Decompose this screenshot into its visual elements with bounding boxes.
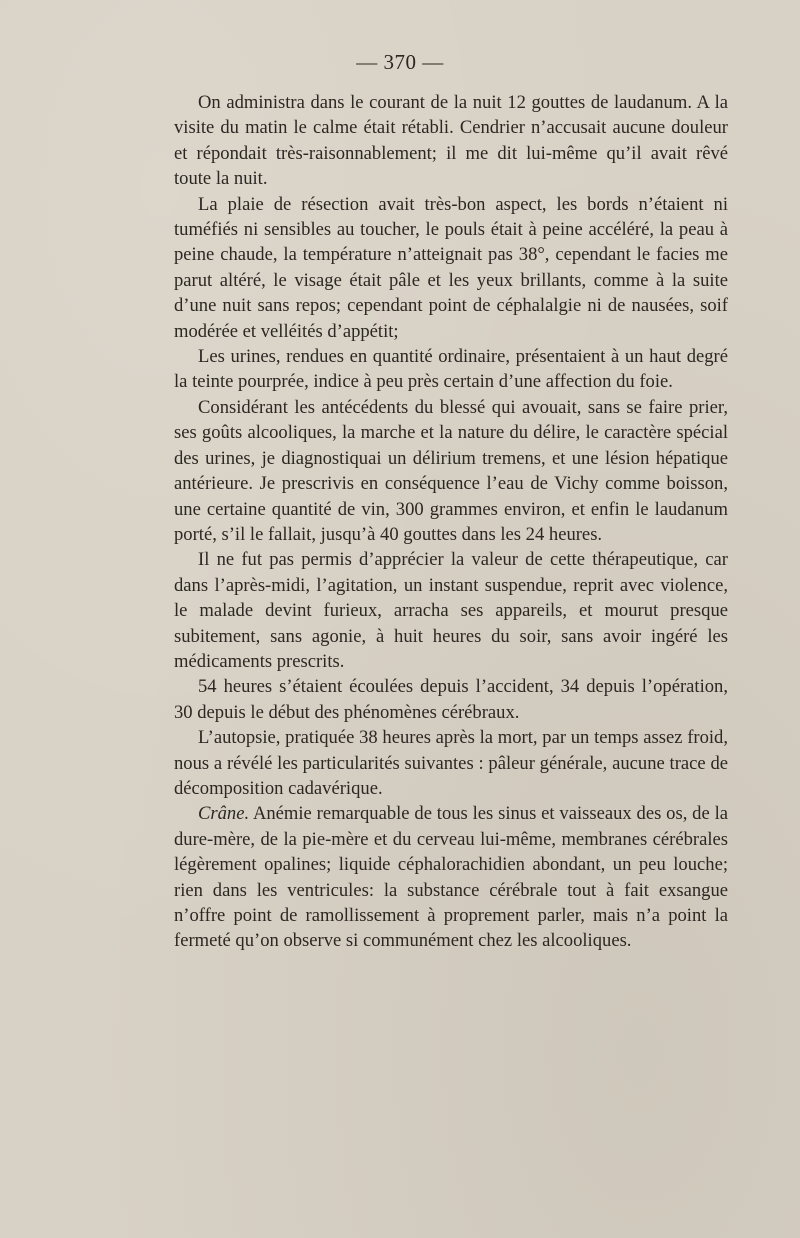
- paragraph-autopsie: L’autopsie, pratiquée 38 heures après la mort, par un temps assez froid, nous a révélé les particularités suivantes : pâleur générale, aucune trace de décomposition cadavérique.: [174, 727, 728, 799]
- crane-heading: Crâne.: [198, 803, 250, 825]
- crane-text: Anémie remarquable de tous les sinus et vaisseaux des os, de la dure-mère, de la pie-mère et du cerveau lui-même, membranes cérébrales légèrement opalines; liquide céphalorachidien abondant, un peu louche; rien dans les ventricules: la substance cérébrale tout à fait exsangue n’offre point de ramollissement à proprement parler, mais n’a point la fermeté qu’on observe si communément chez les alcooliques.: [174, 803, 728, 952]
- body-text: [174, 90, 728, 954]
- paragraph-laudanum: On administra dans le courant de la nuit 12 gouttes de laudanum. A la visite du matin le calme était rétabli. Cendrier n’accusait aucune douleur et répondait très-raisonnablement; il me dit lui-même qu’il avait rêvé toute la nuit.: [174, 92, 728, 190]
- page-number: — 370 —: [356, 50, 444, 74]
- paragraph-therapeutique: Il ne fut pas permis d’apprécier la valeur de cette thérapeutique, car dans l’après-midi, l’agitation, un instant suspendue, reprit avec violence, le malade devint furieux, arracha ses appareils, et mourut presque subitement, sans agonie, à huit heures du soir, sans avoir ingéré les médicaments prescrits.: [174, 549, 728, 672]
- paragraph-urines: Les urines, rendues en quantité ordinaire, présentaient à un haut degré la teinte pourprée, indice à peu près certain d’une affection du foie.: [174, 346, 728, 393]
- paragraph-diagnostic: Considérant les antécédents du blessé qui avouait, sans se faire prier, ses goûts alcooliques, la marche et la nature du délire, le caractère spécial des urines, je diagnostiquai un délirium tremens, et une lésion hépatique antérieure. Je prescrivis en conséquence l’eau de Vichy comme boisson, une certaine quantité de vin, 300 grammes environ, et enfin le laudanum porté, s’il le fallait, jusqu’à 40 gouttes dans les 24 heures.: [174, 396, 728, 545]
- paragraph-chronologie: 54 heures s’étaient écoulées depuis l’accident, 34 depuis l’opération, 30 depuis le début des phénomènes cérébraux.: [174, 676, 728, 723]
- paragraph-crane: [174, 801, 728, 953]
- paragraph-plaie: La plaie de résection avait très-bon aspect, les bords n’étaient ni tuméfiés ni sensibles au toucher, le pouls était à peine accéléré, la peau à peine chaude, la température n’atteignait pas 38°, cependant le facies me parut altéré, le visage était pâle et les yeux brillants, comme à la suite d’une nuit sans repos; cependant point de céphalalgie ni de nausées, soif modérée et velléités d’appétit;: [174, 193, 728, 342]
